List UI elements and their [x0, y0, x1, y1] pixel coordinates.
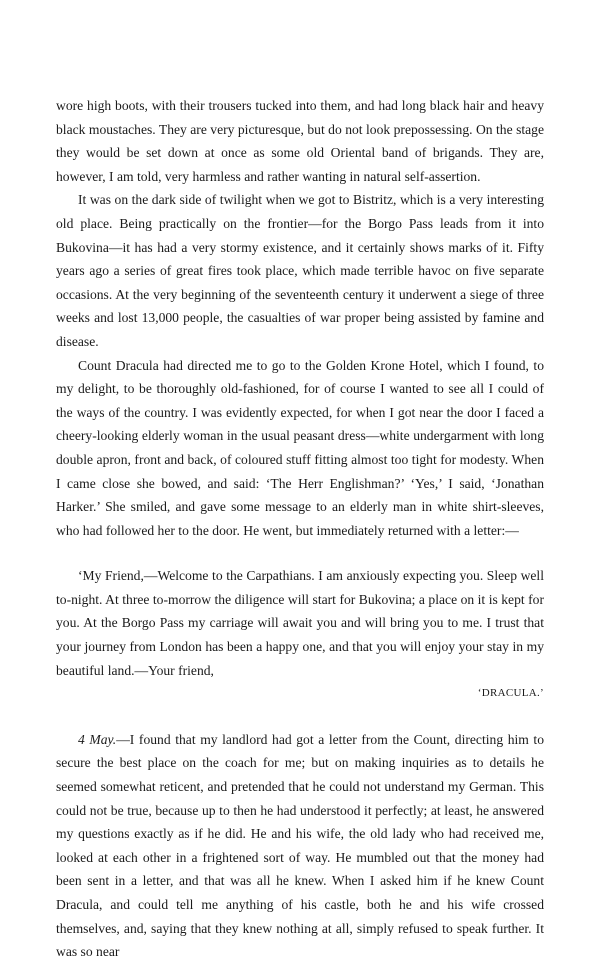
letter-signature: ‘DRACULA.’ — [477, 687, 544, 700]
paragraph-bistritz: It was on the dark side of twilight when we got to Bistritz, which is a very interesting old place. Being practically on the frontier—for the Borgo Pass leads from it into Bukovina—it has had a very stormy existence, and it certainly shows marks of it. Fifty years ago a series of great fires took place, which made terrible havoc on five separate occasions. At the very beginning of the seventeenth century it underwent a siege of three weeks and lost 13,000 people, the casualties of war proper being assisted by famine and disease. — [56, 192, 544, 349]
body-text — [56, 94, 544, 964]
paragraph-4-may — [56, 728, 544, 964]
paragraph-brigands: wore high boots, with their trousers tucked into them, and had long black hair and heavy black moustaches. They are very picturesque, but do not look prepossessing. On the stage they would be set down at once as some old Oriental band of brigands. They are, however, I am told, very harmless and rather wanting in natural self-assertion. — [56, 98, 544, 184]
entry-body: —I found that my landlord had got a letter from the Count, directing him to secure the best place on the coach for me; but on making inquiries as to details he seemed somewhat reticent, and pretended that he could not understand my German. This could not be true, because up to then he had understood it perfectly; at least, he answered my questions exactly as if he did. He and his wife, the old lady who had received me, looked at each other in a frightened sort of way. He mumbled out that the money had been sent in a letter, and that was all he knew. When I asked him if he knew Count Dracula, and could tell me anything of his castle, both he and his wife crossed themselves, and, saying that they knew nothing at all, simply refused to speak further. It was so near — [56, 731, 545, 960]
paragraph-golden-krone: Count Dracula had directed me to go to the Golden Krone Hotel, which I found, to my delight, to be thoroughly old-fashioned, for of course I wanted to see all I could of the ways of the country. I was evidently expected, for when I got near the door I faced a cheery-looking elderly woman in the usual peasant dress—white undergarment with long double apron, front and back, of coloured stuff fitting almost too tight for modesty. When I came close she bowed, and said: ‘The Herr Englishman?’ ‘Yes,’ I said, ‘Jonathan Harker.’ She smiled, and gave some message to an elderly man in white shirt-sleeves, who had followed her to the door. He went, but immediately returned with a letter:— — [56, 357, 544, 538]
letter-from-dracula: ‘My Friend,—Welcome to the Carpathians. I am anxiously expecting you. Sleep well to-night. At three to-morrow the diligence will start for Bukovina; a place on it is kept for you. At the Borgo Pass my carriage will await you and will bring you to me. I trust that your journey from London has been a happy one, and that you will enjoy your stay in my beautiful land.—Your friend, — [56, 568, 544, 678]
entry-date: 4 May. — [78, 731, 117, 747]
